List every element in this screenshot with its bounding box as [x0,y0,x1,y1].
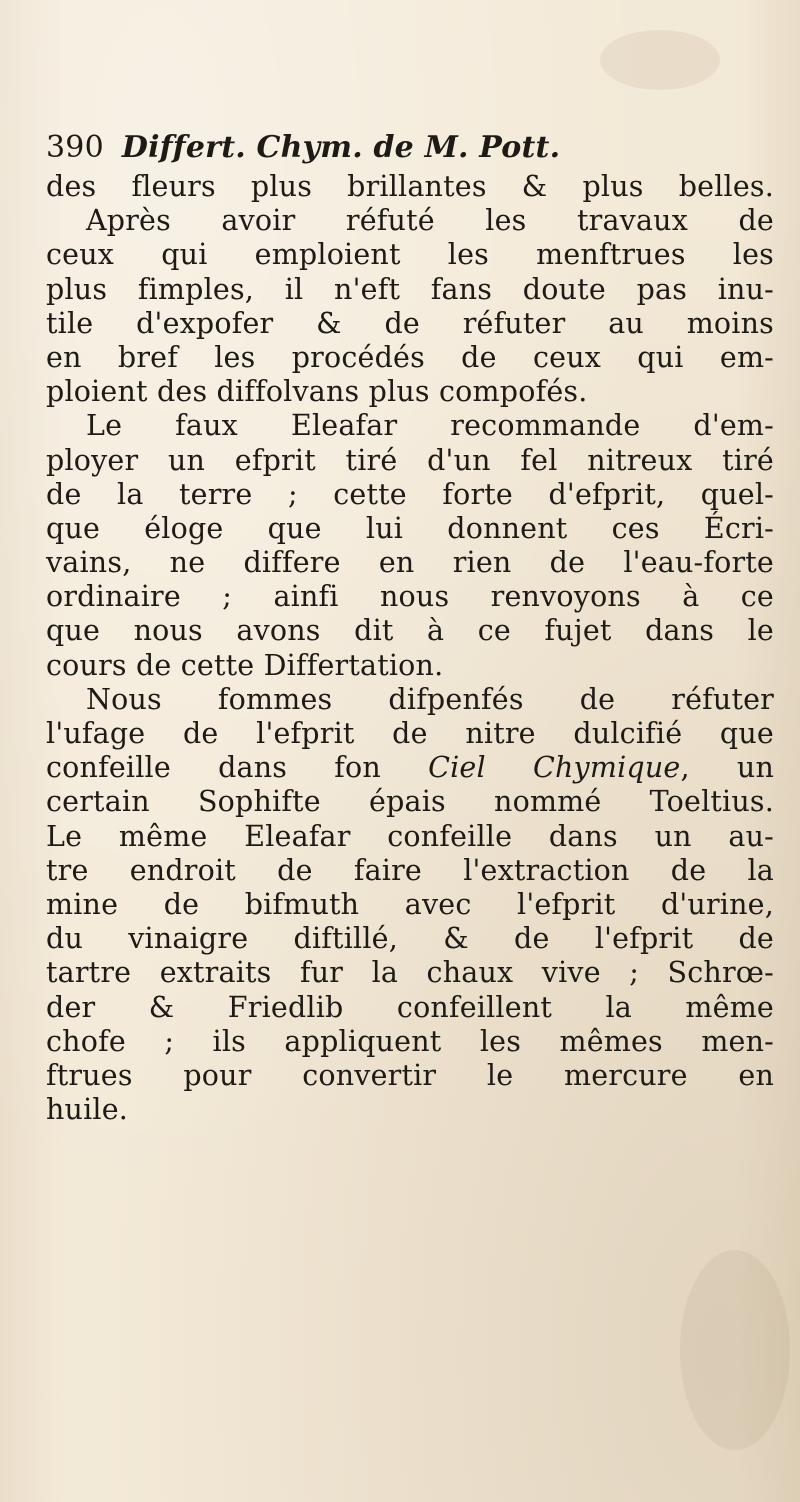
text-line [46,1025,774,1059]
text-line [46,546,774,580]
text-span: l'ufage de l'efprit de nitre dulcifié que [46,717,774,750]
text-span: que éloge que lui donnent ces Écri- [46,511,774,545]
text-line [46,409,774,443]
text-span: mine de bifmuth avec l'efprit d'urine, [46,887,774,921]
text-line [46,922,774,956]
text-line [46,580,774,614]
text-span: Après avoir réfuté les travaux de [86,204,774,238]
text-line [46,717,774,751]
text-line [46,204,774,238]
text-line [46,1093,774,1127]
text-span: tartre extraits fur la chaux vive ; Schrœ- [46,956,774,990]
text-line [46,444,774,478]
text-span: de la terre ; cette forte d'efprit, quel- [46,477,774,511]
paper-stain [600,30,720,90]
text-span: que nous avons dit à ce fujet dans le [46,614,774,648]
text-line [46,238,774,272]
text-span: tre endroit de faire l'extraction de la [46,853,774,887]
text-span: ftrues pour convertir le mercure en [46,1058,774,1092]
text-span: ploient des diffolvans plus compofés. [46,375,588,409]
text-span: Le faux Eleafar recommande d'em- [86,409,774,443]
text-line [46,341,774,375]
text-line [46,991,774,1025]
text-span: Le même Eleafar confeille dans un au- [46,819,774,853]
text-span: der & Friedlib confeillent la même [46,990,774,1024]
text-line [46,614,774,648]
text-span: huile. [46,1093,129,1127]
page-number: 390 [46,130,104,165]
text-span: plus fimples, il n'eft fans doute pas inu- [46,272,774,306]
text-line [46,1059,774,1093]
text-span: tile d'expofer & de réfuter au moins [46,306,774,340]
text-line [46,854,774,888]
text-line [46,375,774,409]
text-span: confeille dans fon [46,751,429,785]
text-span: ceux qui emploient les menftrues les [46,238,774,272]
text-line [46,888,774,922]
text-span: , un [680,751,774,785]
text-span: en bref les procédés de ceux qui em- [46,340,774,374]
text-line [46,478,774,512]
text-span: cours de cette Differtation. [46,648,444,682]
text-line [46,512,774,546]
text-span: Nous fommes difpenfés de réfuter [86,682,774,716]
text-span: ployer un efprit tiré d'un fel nitreux tiré [46,443,774,477]
paper-stain [680,1250,790,1450]
text-line [46,273,774,307]
text-line [46,820,774,854]
text-line [46,751,774,785]
text-line [46,683,774,717]
text-line [46,956,774,990]
page-text [46,128,774,1127]
text-line [46,307,774,341]
running-title: Differt. Chym. de M. Pott. [121,130,561,165]
text-line [46,785,774,819]
text-span: des fleurs plus brillantes & plus belles. [46,170,774,203]
book-title: Ciel Chymique [428,751,681,785]
text-span: vains, ne differe en rien de l'eau-forte [46,546,774,580]
text-span: certain Sophifte épais nommé Toeltius. [46,785,774,819]
text-span: ordinaire ; ainfi nous renvoyons à ce [46,580,774,614]
text-line [46,649,774,683]
text-span: chofe ; ils appliquent les mêmes men- [46,1024,774,1058]
running-header [46,128,774,170]
text-span: du vinaigre diftillé, & de l'efprit de [46,922,774,956]
text-line [46,170,774,204]
